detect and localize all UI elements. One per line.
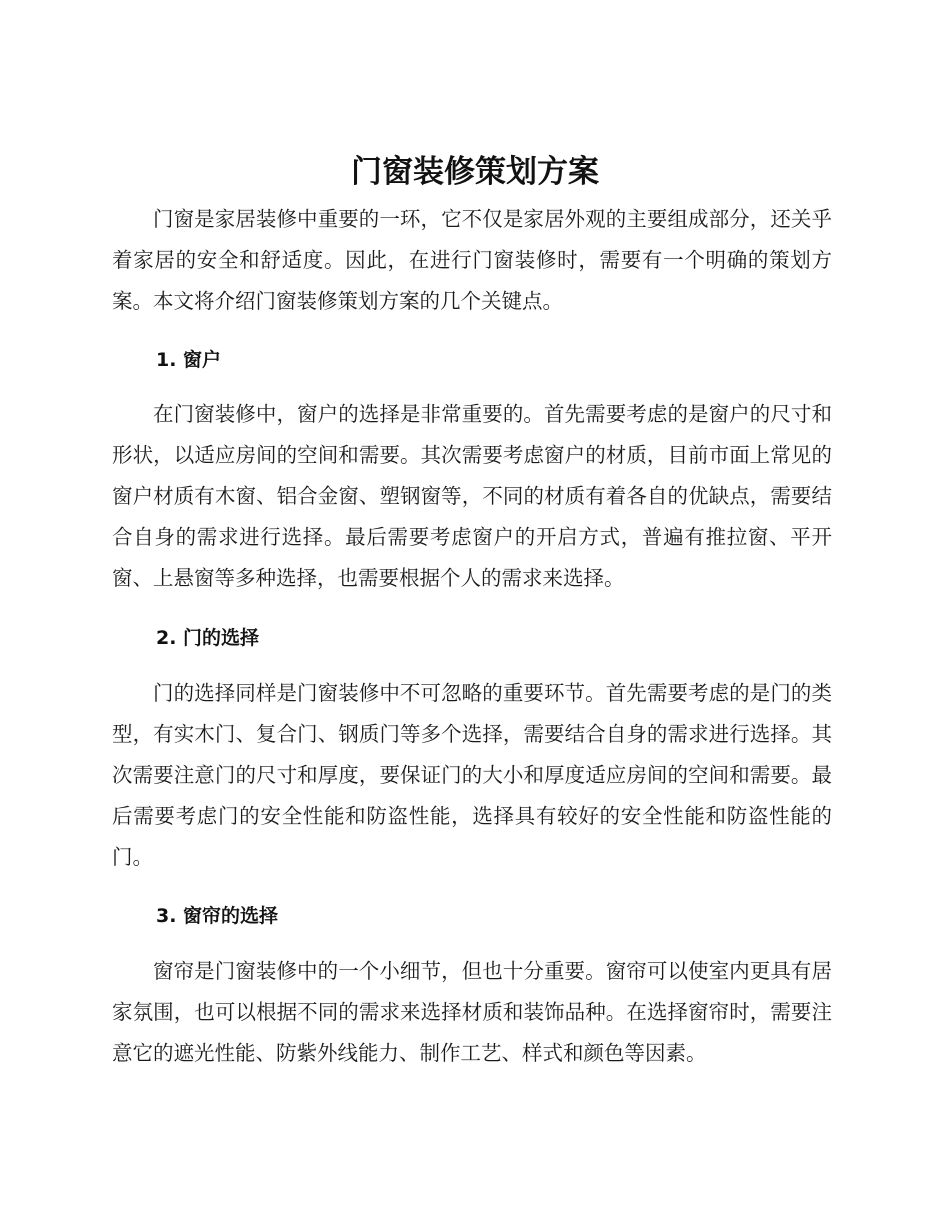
section-body-windows: 在门窗装修中，窗户的选择是非常重要的。首先需要考虑的是窗户的尺寸和形状，以适应房间的空间和需要。其次需要考虑窗户的材质，目前市面上常见的窗户材质有木窗、铝合金窗、塑钢窗等，不同的材质有着各自的优缺点，需要结合自身的需求进行选择。最后需要考虑窗户的开启方式，普遍有推拉窗、平开窗、上悬窗等多种选择，也需要根据个人的需求来选择。: [112, 402, 832, 590]
section-heading-windows: 1. 窗户: [156, 349, 222, 371]
section-body-doors: 门的选择同样是门窗装修中不可忽略的重要环节。首先需要考虑的是门的类型，有实木门、复合门、钢质门等多个选择，需要结合自身的需求进行选择。其次需要注意门的尺寸和厚度，要保证门的大小和厚度适应房间的空间和需要。最后需要考虑门的安全性能和防盗性能，选择具有较好的安全性能和防盗性能的门。: [112, 681, 832, 869]
section-body-curtains: 窗帘是门窗装修中的一个小细节，但也十分重要。窗帘可以使室内更具有居家氛围，也可以根据不同的需求来选择材质和装饰品种。在选择窗帘时，需要注意它的遮光性能、防紫外线能力、制作工艺、样式和颜色等因素。: [112, 959, 832, 1065]
intro-paragraph: 门窗是家居装修中重要的一环，它不仅是家居外观的主要组成部分，还关乎着家居的安全和舒适度。因此，在进行门窗装修时，需要有一个明确的策划方案。本文将介绍门窗装修策划方案的几个关键点。: [112, 207, 832, 313]
section-heading-doors: 2. 门的选择: [156, 627, 260, 649]
section-heading-curtains: 3. 窗帘的选择: [156, 905, 279, 927]
document-title: 门窗装修策划方案: [351, 154, 599, 190]
